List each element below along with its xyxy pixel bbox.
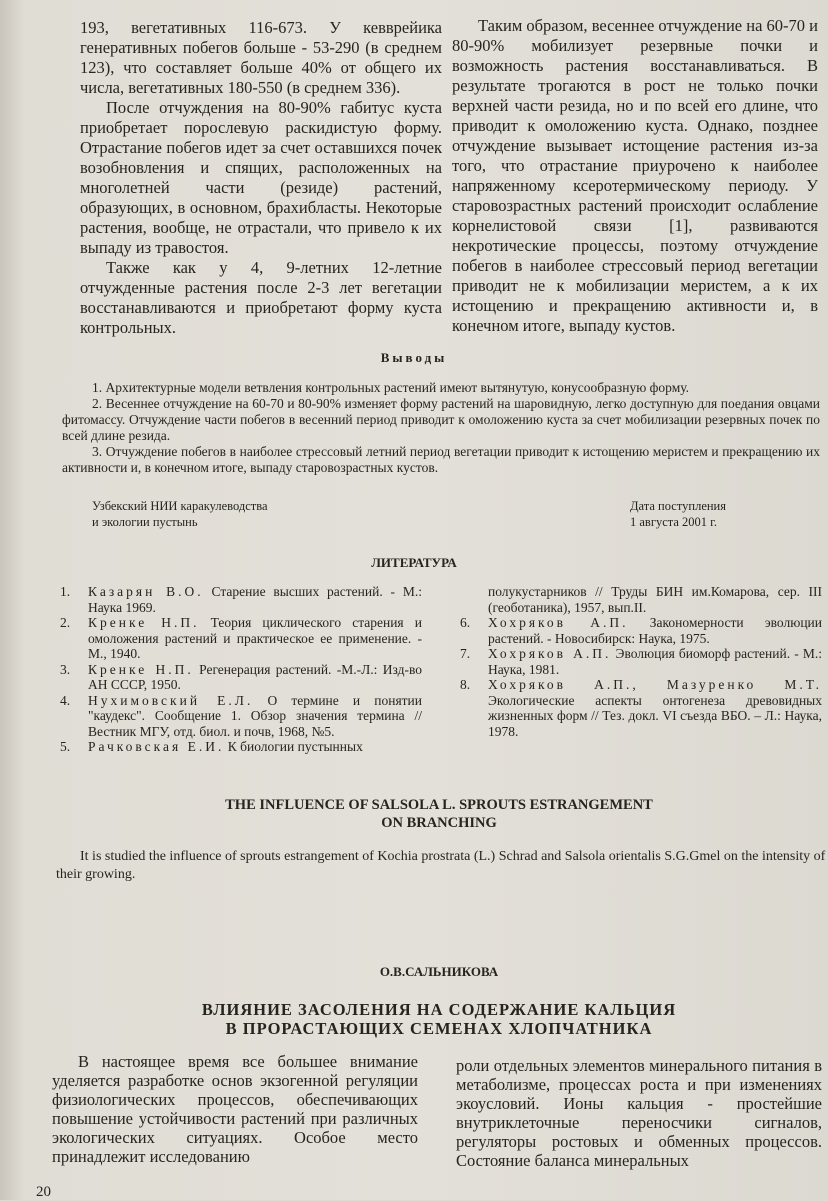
reference-continuation: полукустарников // Труды БИН им.Комарова, сер. III (геоботаника), 1957, вып.II. [488, 584, 822, 615]
reference-item [460, 646, 822, 677]
reference-author: Казарян В.О. [88, 584, 204, 599]
page-number: 20 [36, 1184, 51, 1200]
reference-item [60, 662, 422, 693]
reference-author: Рачковская Е.И. [88, 739, 225, 754]
english-abstract: It is studied the influence of sprouts estrangement of Kochia prostrata (L.) Schrad and Salsola orientalis S.G.Gmel on the intensity of their growing. [56, 849, 826, 882]
received-value: 1 августа 2001 г. [630, 515, 718, 529]
conclusions-list [62, 380, 820, 476]
reference-number: 6. [460, 615, 471, 630]
article-title-line: ВЛИЯНИЕ ЗАСОЛЕНИЯ НА СОДЕРЖАНИЕ КАЛЬЦИЯ [201, 1000, 677, 1019]
english-title [0, 796, 828, 832]
paragraph: 193, вегетативных 116-673. У кевврейика генеративных побегов больше - 53-290 (в среднем 123), что составляет больше 40% от общего их числа, вегетативных 180-550 (в среднем 336). [80, 18, 442, 97]
received-label: Дата поступления [630, 499, 726, 513]
paragraph: В настоящее время все большее внимание уделяется разработке основ экзогенной регуляции физиологических процессов, обеспечивающих повышение устойчивости растений при различных экологических ситуациях. Особое место принадлежит исследованию [52, 1052, 418, 1166]
top-right-column [452, 16, 818, 336]
reference-number: 1. [60, 584, 71, 599]
reference-text: Старение высших растений. - М.: Наука 1969. [88, 584, 422, 615]
conclusion-item: 2. Весеннее отчуждение на 60-70 и 80-90% изменяет форму растений на шаровидную, легко доступную для поедания овцами фитомассу. Отчуждение части побегов в весенний период приводит к омоложению куста за счет мобилизации резервных почек по всей длине резида. [62, 396, 820, 443]
reference-author: Кренке Н.П. [88, 615, 200, 630]
conclusion-item: 3. Отчуждение побегов в наиболее стрессовый летний период вегетации приводит к истощению меристем и прекращению их активности и, в конечном итоге, выпаду старовозрастных кустов. [62, 444, 820, 475]
references-right [460, 584, 822, 739]
reference-text: Теория циклического старения и омоложения растений и практическое ее применение. - М., 1940. [88, 615, 422, 661]
reference-author: Хохряков А.П., Мазуренко М.Т. [488, 677, 822, 692]
affiliation-line: Узбекский НИИ каракулеводства [92, 499, 268, 513]
reference-text: О термине и понятии "каудекс". Сообщение 1. Обзор значения термина // Вестник МГУ, отд. биол. и почв, 1968, №5. [88, 692, 422, 739]
reference-text: Закономерности эволюции растений. - Новосибирск: Наука, 1975. [488, 615, 822, 646]
reference-number: 8. [460, 677, 471, 692]
reference-item [460, 677, 822, 739]
top-left-column [80, 18, 442, 338]
reference-text: Эволюция биоморф растений. - М.: Наука, 1981. [488, 646, 822, 677]
reference-author: Кренке Н.П. [88, 661, 194, 677]
reference-item [60, 615, 422, 662]
reference-item [60, 739, 422, 755]
english-title-line: ON BRANCHING [381, 815, 497, 831]
affiliation [92, 498, 268, 530]
reference-number: 5. [60, 739, 71, 754]
conclusion-item: 1. Архитектурные модели ветвления контрольных растений имеют вытянутую, конусообразную форму. [92, 380, 690, 395]
article-right-column [456, 1056, 822, 1170]
received-date [630, 498, 726, 530]
affiliation-line: и экологии пустынь [92, 515, 198, 529]
article-left-column [52, 1052, 418, 1166]
reference-author: Хохряков А.П. [488, 615, 629, 630]
reference-number: 4. [60, 692, 71, 708]
reference-author: Нухимовский Е.Л. [88, 692, 254, 708]
literature-heading: ЛИТЕРАТУРА [371, 555, 457, 570]
paragraph: Также как у 4, 9-летних 12-летние отчужденные растения после 2-3 лет вегетации восстанавливаются и приобретают форму куста контрольных. [80, 258, 442, 337]
paragraph: Таким образом, весеннее отчуждение на 60-70 и 80-90% мобилизует резервные почки и возможность растения восстанавливаться. В результате трогаются в рост не только почки верхней части резида, но и по всей его длине, что приводит к омоложению куста. Однако, позднее отчуждение вызывает истощение растения из-за того, что отрастание приурочено к наиболее напряженному ксеротермическому периоду. У старовозрастных растений происходит ослабление корнелистовой связи [1], развиваются некротические процессы, поэтому отчуждение побегов в наиболее стрессовый период вегетации приводит не к мобилизации меристем, а к их истощению и прекращению активности и, в конечном итоге, выпаду кустов. [452, 16, 818, 335]
reference-text: Экологические аспекты онтогенеза древовидных жизненных форм // Тез. докл. VI съезда ВБО. – Л.: Наука, 1978. [488, 692, 822, 739]
conclusions-heading: Выводы [380, 350, 448, 365]
reference-item [460, 615, 822, 646]
english-title-line: THE INFLUENCE OF SALSOLA L. SPROUTS ESTRANGEMENT [225, 797, 653, 813]
reference-author: Хохряков А.П. [488, 646, 612, 661]
reference-number: 3. [60, 661, 71, 677]
paragraph: После отчуждения на 80-90% габитус куста приобретает порослевую раскидистую форму. Отрастание побегов идет за счет оставшихся почек возобновления и спящих, расположенных на многолетней части (резиде) растений, образующих, в основном, брахибласты. Некоторые растения, вообще, не отрастали, что привело к их выпаду из травостоя. [80, 98, 442, 257]
reference-item [60, 584, 422, 615]
reference-item [60, 693, 422, 740]
reference-number: 7. [460, 646, 471, 661]
references-left [60, 584, 422, 755]
reference-text: Регенерация растений. -М.-Л.: Изд-во АН СССР, 1950. [88, 661, 422, 692]
reference-number: 2. [60, 615, 71, 630]
article-title [0, 1000, 828, 1038]
paragraph: роли отдельных элементов минерального питания в метаболизме, процессах роста и при изменениях экоусловий. Ионы кальция - простейшие внутриклеточные переносчики сигналов, регуляторы ростовых и обменных процессов. Состояние баланса минеральных [456, 1056, 822, 1170]
article-author: О.В.САЛЬНИКОВА [379, 964, 499, 979]
reference-text: К биологии пустынных [224, 739, 363, 754]
article-title-line: В ПРОРАСТАЮЩИХ СЕМЕНАХ ХЛОПЧАТНИКА [225, 1019, 653, 1038]
